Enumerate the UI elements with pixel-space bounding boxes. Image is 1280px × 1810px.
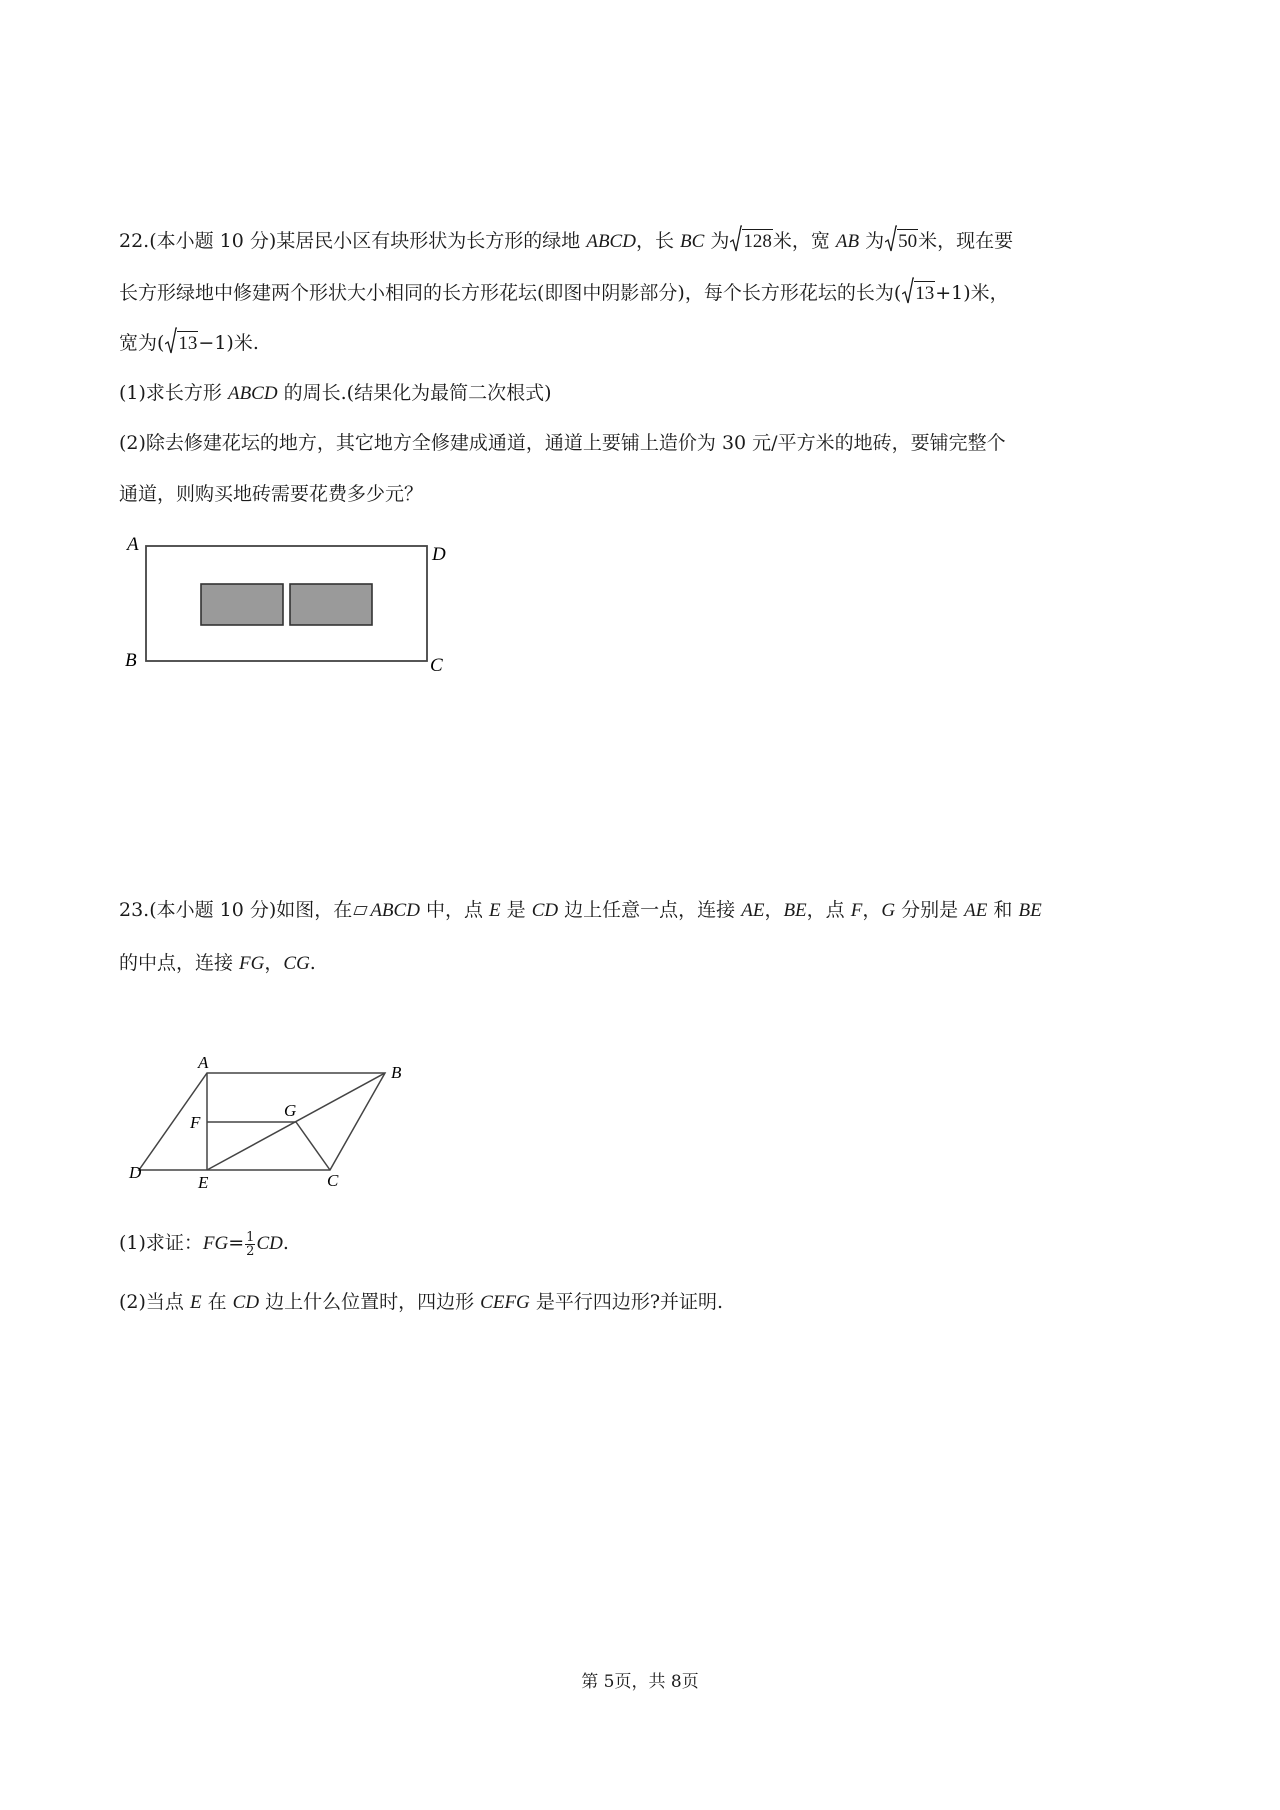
sqrt-13: 13 <box>165 330 198 357</box>
q23-abcd: ABCD <box>370 900 420 921</box>
q23-text: 边上任意一点，连接 <box>558 899 742 921</box>
q23-ae: AE <box>741 900 765 921</box>
page-footer: 第 5页，共 8页 <box>581 1672 699 1692</box>
q23-fg: FG <box>239 953 265 974</box>
q23-text: ， <box>764 899 784 921</box>
q22-text: ，长 <box>635 230 680 252</box>
q23-ae: AE <box>964 900 988 921</box>
q23-line-1 <box>119 897 1042 924</box>
q22-abcd: ABCD <box>586 231 636 252</box>
q23-figure <box>125 1050 425 1200</box>
rect-abcd <box>146 546 427 661</box>
q23-text: 23.(本小题 10 分)如图，在 <box>119 899 353 921</box>
q23-text: 的中点，连接 <box>119 952 240 974</box>
q22-part-2-line-1 <box>119 430 1006 456</box>
q23-part-1 <box>119 1230 289 1258</box>
q23-text: 分别是 <box>895 899 965 921</box>
flower-bed-right <box>290 584 372 625</box>
q23-text: = <box>228 1232 245 1254</box>
q22-line-3 <box>119 330 259 357</box>
q23-cefg: CEFG <box>480 1292 530 1313</box>
label-a: A <box>198 1053 209 1072</box>
label-f: F <box>190 1113 201 1132</box>
q23-be: BE <box>1018 900 1042 921</box>
q22-ab: AB <box>835 231 860 252</box>
q22-text: 22.(本小题 10 分)某居民小区有块形状为长方形的绿地 <box>119 230 587 252</box>
q23-text: 是 <box>500 899 532 921</box>
q23-text: ，点 <box>806 899 851 921</box>
flower-bed-left <box>201 584 283 625</box>
q22-part-1 <box>119 380 551 407</box>
q22-line-2 <box>119 280 1009 307</box>
q23-fg: FG <box>202 1233 229 1254</box>
q23-text: ， <box>264 952 284 974</box>
label-b: B <box>125 650 137 671</box>
segment-cg <box>296 1122 330 1170</box>
q23-part-2 <box>119 1289 723 1316</box>
q23-g: G <box>881 900 896 921</box>
q22-abcd: ABCD <box>227 383 278 404</box>
q23-text: 中，点 <box>419 899 490 921</box>
q23-cd: CD <box>531 900 559 921</box>
q22-text: 宽为( <box>119 332 165 354</box>
q23-f: F <box>850 900 863 921</box>
q22-text: 米，现在要 <box>918 230 1014 252</box>
sqrt-50: 50 <box>885 228 918 255</box>
parallelogram-icon <box>354 906 368 915</box>
q22-text: −1)米. <box>198 332 259 354</box>
q23-e: E <box>489 900 501 921</box>
q23-text: (1)求证： <box>119 1232 203 1254</box>
q22-bc: BC <box>680 231 705 252</box>
q23-text: 边上什么位置时，四边形 <box>259 1291 481 1313</box>
q23-be: BE <box>783 900 807 921</box>
q23-text: 是平行四边形?并证明. <box>529 1291 724 1313</box>
q23-line-2 <box>119 950 316 977</box>
q22-text: 为 <box>859 230 885 252</box>
q22-text: (1)求长方形 <box>119 382 228 404</box>
q23-text: ， <box>862 899 882 921</box>
sqrt-128: 128 <box>730 228 773 255</box>
q23-cd: CD <box>256 1233 283 1254</box>
q23-cg: CG <box>283 953 310 974</box>
label-c: C <box>430 655 443 676</box>
q22-line-1 <box>119 228 1013 255</box>
label-g: G <box>284 1101 297 1120</box>
label-d: D <box>129 1163 142 1182</box>
q22-text: 为 <box>704 230 730 252</box>
fraction-one-half: $\frac{1}{2}$ <box>246 1229 255 1259</box>
sqrt-13: 13 <box>902 280 935 307</box>
label-d: D <box>432 544 446 565</box>
q22-text: 米，宽 <box>772 230 836 252</box>
q22-figure <box>115 530 455 680</box>
label-a: A <box>127 534 139 555</box>
label-b: B <box>391 1063 402 1082</box>
q23-text: 和 <box>987 899 1019 921</box>
q22-text: (2)除去修建花坛的地方，其它地方全修建成通道，通道上要铺上造价为 30 元/平方米的地砖，要铺完整个 <box>119 432 1006 454</box>
label-c: C <box>327 1171 339 1190</box>
q23-text: 在 <box>201 1291 233 1313</box>
q23-text: (2)当点 <box>119 1291 190 1313</box>
q23-cd: CD <box>232 1292 260 1313</box>
q23-text: . <box>282 1232 289 1254</box>
q22-part-2-line-2 <box>119 481 423 507</box>
label-e: E <box>198 1173 209 1192</box>
q23-e: E <box>189 1292 202 1313</box>
q22-text: 通道，则购买地砖需要花费多少元？ <box>119 483 424 505</box>
q22-text: +1)米， <box>935 282 1009 304</box>
q23-text: . <box>309 952 316 974</box>
q22-text: 的周长.(结果化为最简二次根式) <box>277 382 552 404</box>
q22-text: 长方形绿地中修建两个形状大小相同的长方形花坛(即图中阴影部分)，每个长方形花坛的长为( <box>119 282 902 304</box>
